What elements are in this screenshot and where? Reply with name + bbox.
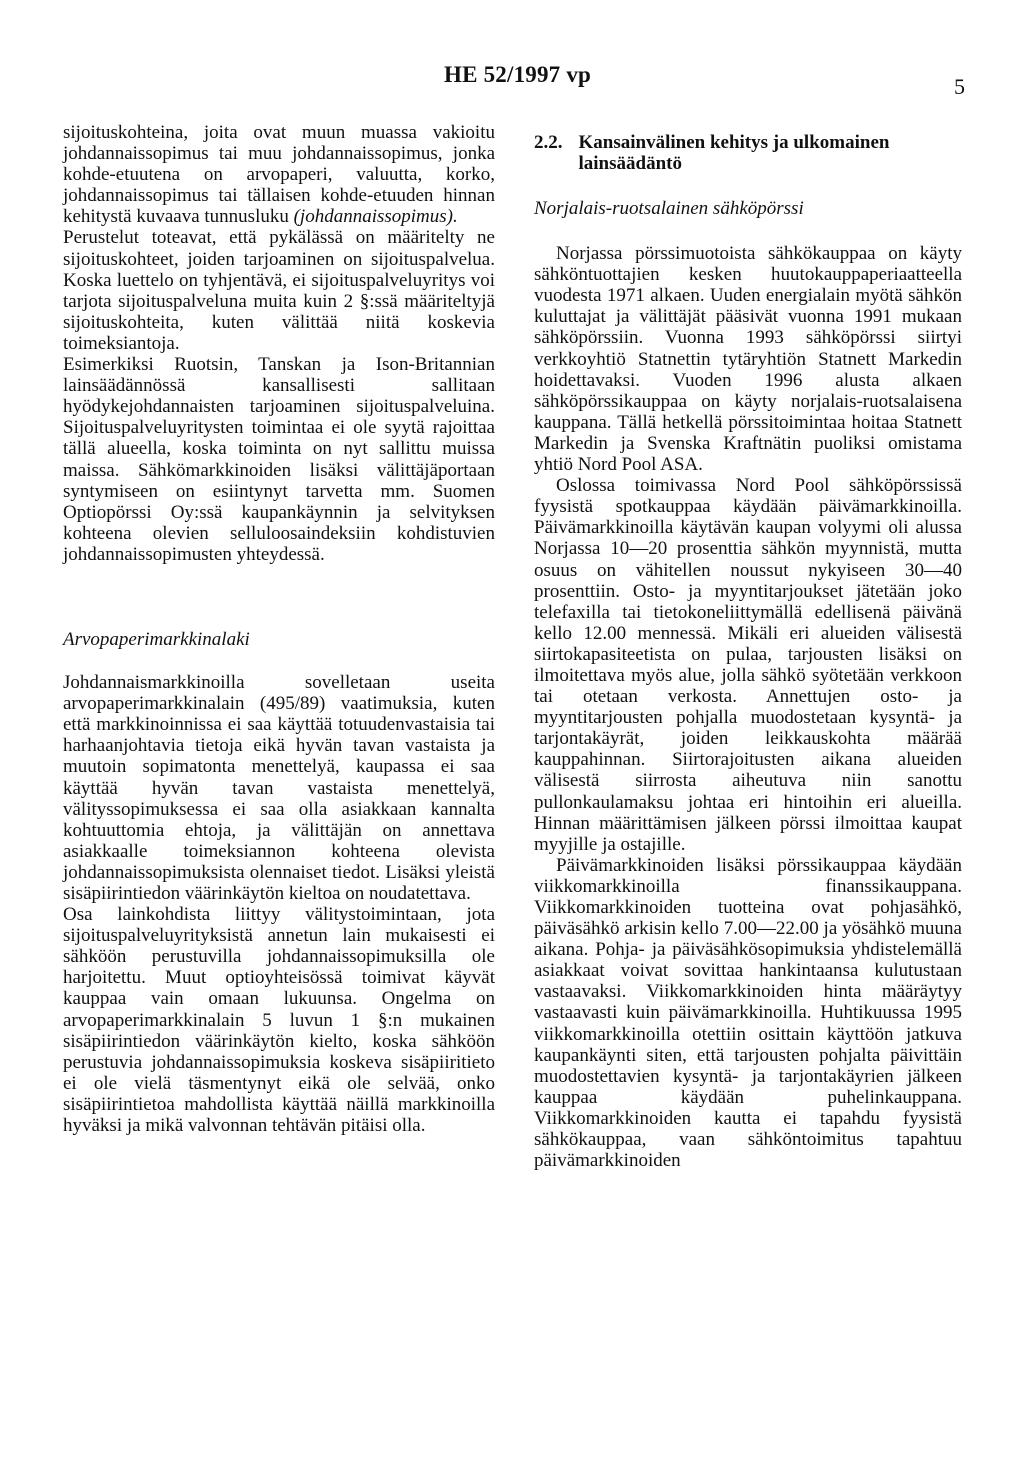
paragraph-text: sijoituskohteina, joita ovat muun muassa vakioitu johdannaissopimus tai muu johdannaissopimus, jonka kohde-etuutena on arvopaperi, valuutta, korko, johdannaissopimus tai tällaisen kohde-etuuden hinnan kehitystä kuvaava tunnusluku xyxy=(63,122,495,228)
section-number: 2.2. xyxy=(534,132,563,153)
subheading: Arvopaperimarkkinalaki xyxy=(63,628,250,650)
left-column xyxy=(63,122,495,1136)
right-column xyxy=(534,132,962,1171)
paragraph: Päivämarkkinoiden lisäksi pörssikauppaa käydään viikkomarkkinoilla finanssikauppana. Viikkomarkkinoiden tuotteina ovat pohjasähkö, päiväsähkö arkisin kello 7.00—22.00 ja yösähkö muuna aikana. Pohja- ja päiväsähkösopimuksia yhdistelemällä asiakkaat voivat sovittaa hankintaansa kulutustaan vastaavaksi. Viikkomarkkinoiden hinta määräytyy vastaavasti kuin päivämarkkinoilla. Huhtikuussa 1995 viikkomarkkinoilla otettiin osittain käyttöön jatkuva kaupankäynti siten, että tarjousten pohjalta päivittäin muodostettavien kysyntä- ja tarjontakäyrien jälkeen kauppaa käydään puhelinkauppana. Viikkomarkkinoiden kautta ei tapahdu fyysistä sähkökauppaa, vaan sähköntoimitus tapahtuu päivämarkkinoiden xyxy=(534,854,962,1172)
paragraph: Esimerkiksi Ruotsin, Tanskan ja Ison-Britannian lainsäädännössä kansallisesti sallitaan hyödykejohdannaisten tarjoaminen sijoituspalveluina. Sijoituspalveluyritysten toimintaa ei ole syytä rajoittaa tällä alueella, koska toiminta on nyt sallittu muissa maissa. Sähkömarkkinoiden lisäksi välittäjäportaan syntymiseen on esiintynyt tarvetta mm. Suomen Optiopörssi Oy:ssä kaupankäynnin ja selvityksen kohteena olevien selluloosaindeksiin kohdistuvien johdannaissopimusten yhteydessä. xyxy=(63,354,495,565)
paragraph xyxy=(63,122,495,227)
paragraph: Osa lainkohdista liittyy välitystoimintaan, jota sijoituspalveluyrityksistä annetun lain mukaisesti ei sähköön perustuvilla johdannaissopimuksilla ole harjoitettu. Muut optioyhteisössä toimivat käyvät kauppaa vain omaan lukuunsa. Ongelma on arvopaperimarkkinalain 5 luvun 1 §:n mukainen sisäpiirintiedon väärinkäytön kielto, koska sähköön perustuvia johdannaissopimuksia koskeva sisäpiiritieto ei ole vielä täsmentynyt eikä ole selvää, onko sisäpiirintietoa mahdollista käyttää näillä markkinoilla hyväksi ja mikä valvonnan tehtävän pitäisi olla. xyxy=(63,904,495,1137)
section-title: Kansainvälinen kehitys ja ulkomainen lainsäädäntö xyxy=(578,132,890,174)
subheading: Norjalais-ruotsalainen sähköpörssi xyxy=(534,198,804,219)
paragraph: Johdannaismarkkinoilla sovelletaan useita arvopaperimarkkinalain (495/89) vaatimuksia, kuten että markkinoinnissa ei saa käyttää totuudenvastaisia tai harhaanjohtavia tietoja eikä hyvän tavan vastaista ja muutoin sopimatonta menettelyä, kaupassa ei saa käyttää hyvän tavan vastaista menettelyä, välityssopimuksessa ei saa olla asiakkaan kannalta kohtuuttomia ehtoja, ja välittäjän on annettava asiakkaalle toimeksiannon kohteena olevista johdannaissopimuksista olennaiset tiedot. Lisäksi yleistä sisäpiirintiedon väärinkäytön kieltoa on noudatettava. xyxy=(63,672,495,904)
document-id: HE 52/1997 vp xyxy=(444,62,592,87)
spacer xyxy=(63,650,495,672)
paragraph: Oslossa toimivassa Nord Pool sähköpörssissä fyysistä spotkauppaa käydään päivämarkkinoilla. Päivämarkkinoilla käytävän kaupan volyymi oli alussa Norjassa 10—20 prosenttia sähkön myynnistä, mutta osuus on vähitellen noussut nykyiseen 30—40 prosenttiin. Osto- ja myyntitarjoukset jätetään joko telefaxilla tai tietokoneliittymällä edellisenä päivänä kello 12.00 mennessä. Mikäli eri alueiden välisestä siirtokapasiteetista on pulaa, tarjousten lisäksi on ilmoitettava myös alue, jolla sähkö syötetään verkkoon tai otetaan verkosta. Annettujen osto- ja myyntitarjousten pohjalla muodostetaan kysyntä- ja tarjontakäyrät, joiden leikkauskohta määrää kauppahinnan. Siirtorajoitusten aikana alueiden välisestä siirrosta aiheutuva niin sanottu pullonkaulamaksu johtaa eri hintoihin eri alueilla. Hinnan määrittämisen jälkeen pörssi ilmoittaa kaupat myyjille ja ostajille. xyxy=(534,475,962,855)
paragraph: Norjassa pörssimuotoista sähkökauppaa on käyty sähköntuottajien kesken huutokauppaperiaatteella vuodesta 1971 alkaen. Uuden energialain myötä sähkön kuluttajat ja välittäjät pääsivät vuonna 1991 mukaan sähköpörssiin. Vuonna 1993 sähköpörssi siirtyi verkkoyhtiö Statnettin tytäryhtiön Statnett Markedin hoidettavaksi. Vuoden 1996 alusta alkaen sähköpörssikauppaa on käyty norjalais-ruotsalaisena kauppana. Tällä hetkellä pörssitoimintaa hoitaa Statnett Markedin ja Svenska Kraftnätin puoliksi omistama yhtiö Nord Pool ASA. xyxy=(534,243,962,476)
page-header xyxy=(0,62,1024,102)
spacer xyxy=(534,174,962,198)
page-number: 5 xyxy=(954,74,965,99)
spacer xyxy=(534,219,962,243)
paragraph: Perustelut toteavat, että pykälässä on määritelty ne sijoituskohteet, joiden tarjoaminen on sijoituspalvelua. Koska luettelo on tyhjentävä, ei sijoituspalveluyritys voi tarjota sijoituspalveluna muita kuin 2 §:ssä määriteltyjä sijoituskohteita, kuten välittää niitä koskevia toimeksiantoja. xyxy=(63,227,495,354)
spacer xyxy=(63,565,495,629)
section-heading xyxy=(534,132,962,174)
defined-term: (johdannaissopimus). xyxy=(293,206,458,228)
